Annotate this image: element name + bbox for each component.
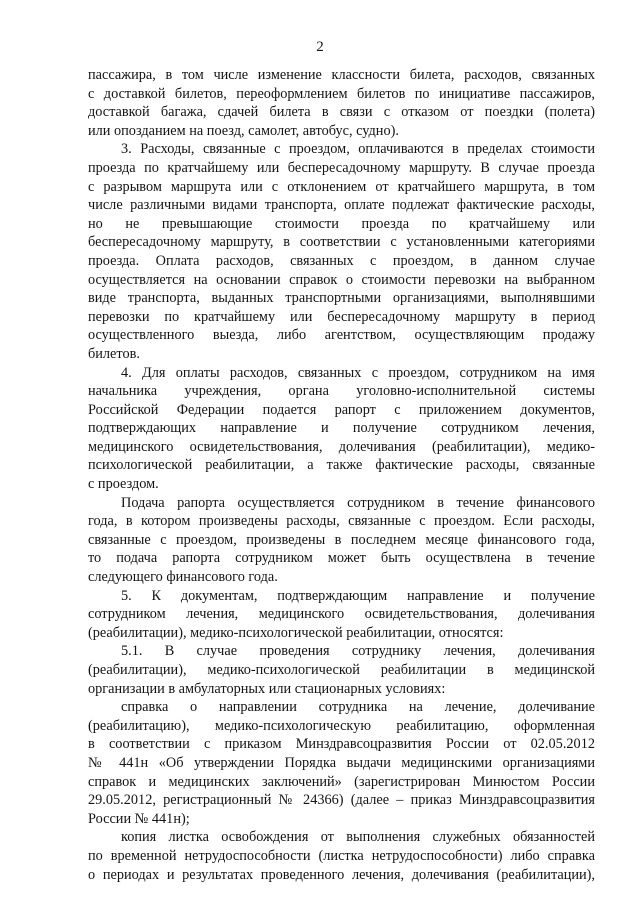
text-line: организации в амбулаторных или стационарных условиях: [88,680,446,697]
text-line: или опозданием на поезд, самолет, автобус, судно). [88,122,399,139]
text-line: связанные с проездом, произведены в последнем месяце финансового года, [88,531,595,548]
text-line: беспересадочному маршруту, в соответствии с установленными категориями [88,234,595,251]
text-line: с доставкой билетов, переоформлением билетов по инициативе пассажиров, [88,85,595,102]
text-line: года, в котором произведены расходы, связанные с проездом. Если расходы, [88,513,595,530]
text-line: виде транспорта, выданных транспортными организациями, выполнявшими [88,290,595,307]
text-line: (реабилитацию), медико-психологическую реабилитацию, оформленная [88,717,595,734]
text-line: осуществленного выезда, либо агентством, осуществляющим продажу [88,327,595,344]
text-line: психологической реабилитации, а также фактические расходы, связанные [88,457,595,474]
text-line: России № 441н); [88,810,190,827]
text-line: медицинского освидетельствования, долечивания (реабилитации), медико- [88,438,595,455]
text-line: № 441н «Об утверждении Порядка выдачи медицинскими организациями [88,754,595,771]
text-line: следующего финансового года. [88,569,278,586]
text-line: справка о направлении сотрудника на лечение, долечивание [121,699,595,716]
text-line: то подача рапорта сотрудником может быть осуществлена в течение [88,550,595,567]
text-line: 3. Расходы, связанные с проездом, оплачиваются в пределах стоимости [121,141,595,158]
text-line: (реабилитации), медико-психологической реабилитации в медицинской [88,662,595,678]
text-line: пассажира, в том числе изменение классности билета, расходов, связанных [88,67,595,83]
text-line: о периодах и результатах проведенного лечения, долечивания (реабилитации), [88,866,595,883]
text-line: с разрывом маршрута или с отклонением от кратчайшего маршрута, в том [88,178,595,195]
text-line: с проездом. [88,476,159,493]
text-line: 4. Для оплаты расходов, связанных с проездом, сотрудником на имя [121,364,595,381]
text-line: сотрудником лечения, медицинского освидетельствования, долечивания [88,606,595,623]
page-number: 2 [316,39,324,55]
text-line: Российской Федерации подается рапорт с приложением документов, [88,401,595,418]
text-line: копия листка освобождения от выполнения служебных обязанностей [121,829,595,846]
text-line: проезда. Оплата расходов, связанных с проездом, в данном случае [88,252,595,269]
text-line: 5.1. В случае проведения сотруднику лечения, долечивания [121,643,595,660]
text-line: по временной нетрудоспособности (листка нетрудоспособности) либо справка [88,847,595,864]
text-line: подтверждающих направление и получение сотрудником лечения, [88,420,595,437]
text-line: Подача рапорта осуществляется сотрудником в течение финансового [121,494,595,511]
document-body [88,66,595,884]
text-line: осуществляется на основании справок о стоимости перевозки на выбранном [88,271,595,288]
text-line: (реабилитации), медико-психологической реабилитации, относятся: [88,624,504,641]
text-line: справок и медицинских заключений» (зарегистрирован Минюстом России [88,773,595,790]
text-line: билетов. [88,345,140,362]
text-line: 29.05.2012, регистрационный № 24366) (далее – приказ Минздравсоцразвития [88,792,595,809]
text-line: в соответствии с приказом Минздравсоцразвития России от 02.05.2012 [88,736,595,753]
text-line: перевозки по кратчайшему или беспересадочному маршруту в период [88,308,595,325]
text-line: но не превышающие стоимости проезда по кратчайшему или [88,215,595,232]
text-line: числе различными видами транспорта, оплате подлежат фактические расходы, [88,197,595,214]
text-line: начальника учреждения, органа уголовно-исполнительной системы [88,383,595,400]
text-line: доставкой багажа, сдачей билета в связи с отказом от поездки (полета) [88,104,595,121]
text-line: проезда по кратчайшему или беспересадочному маршруту. В случае проезда [88,159,595,176]
text-line: 5. К документам, подтверждающим направление и получение [121,587,595,604]
